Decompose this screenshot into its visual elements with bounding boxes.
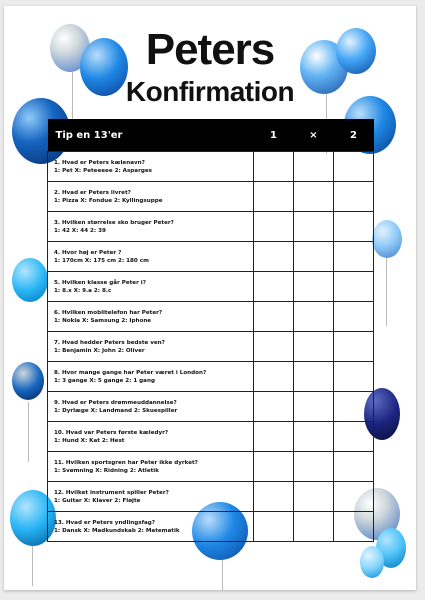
answer-box-1[interactable] <box>254 272 294 302</box>
column-header-1: 1 <box>254 119 294 152</box>
balloon-string <box>222 560 223 590</box>
answer-box-2[interactable] <box>334 512 374 542</box>
answer-box-2[interactable] <box>334 482 374 512</box>
question-cell <box>48 332 254 362</box>
question-cell <box>48 392 254 422</box>
question-text: 7. Hvad hedder Peters bedste ven? <box>54 339 165 346</box>
page-title: Peters <box>145 25 275 74</box>
table-row <box>48 212 374 242</box>
answer-box-x[interactable] <box>294 302 334 332</box>
table-row <box>48 182 374 212</box>
answer-box-1[interactable] <box>254 242 294 272</box>
answer-box-x[interactable] <box>294 272 334 302</box>
question-text: 2. Hvad er Peters livret? <box>54 189 131 196</box>
question-text: 11. Hvilken sportsgren har Peter ikke dyrket? <box>54 459 198 466</box>
answer-box-2[interactable] <box>334 182 374 212</box>
table-row <box>48 482 374 512</box>
question-cell <box>48 362 254 392</box>
page-subtitle: Konfirmation <box>125 76 295 107</box>
balloon-icon <box>12 258 48 302</box>
answer-box-x[interactable] <box>294 332 334 362</box>
table-header-row <box>48 119 374 152</box>
table-row <box>48 152 374 182</box>
answer-box-1[interactable] <box>254 512 294 542</box>
answer-box-x[interactable] <box>294 422 334 452</box>
answer-box-1[interactable] <box>254 332 294 362</box>
question-text: 3. Hvilken størrelse sko bruger Peter? <box>54 219 174 226</box>
question-text: 5. Hvilken klasse går Peter i? <box>54 279 146 286</box>
answer-options: 1: Svømning X: Ridning 2: Atletik <box>54 467 159 474</box>
question-text: 13. Hvad er Peters yndlingsfag? <box>54 519 156 526</box>
answer-box-1[interactable] <box>254 302 294 332</box>
answer-box-1[interactable] <box>254 362 294 392</box>
answer-box-x[interactable] <box>294 182 334 212</box>
question-cell <box>48 302 254 332</box>
question-cell <box>48 212 254 242</box>
answer-box-1[interactable] <box>254 482 294 512</box>
answer-options: 1: Benjamin X: John 2: Oliver <box>54 347 145 354</box>
answer-box-1[interactable] <box>254 452 294 482</box>
answer-box-2[interactable] <box>334 272 374 302</box>
column-header-2: 2 <box>334 119 374 152</box>
answer-box-2[interactable] <box>334 302 374 332</box>
question-cell <box>48 242 254 272</box>
question-cell <box>48 152 254 182</box>
column-header-question: Tip en 13'er <box>48 119 254 152</box>
question-text: 8. Hvor mange gange har Peter været i London? <box>54 369 207 376</box>
answer-box-2[interactable] <box>334 242 374 272</box>
answer-box-2[interactable] <box>334 152 374 182</box>
answer-box-2[interactable] <box>334 452 374 482</box>
balloon-icon <box>12 362 44 400</box>
question-cell <box>48 512 254 542</box>
question-cell <box>48 452 254 482</box>
quiz-table <box>47 119 374 542</box>
balloon-icon <box>372 220 402 258</box>
question-cell <box>48 482 254 512</box>
table-row <box>48 452 374 482</box>
answer-box-x[interactable] <box>294 362 334 392</box>
answer-options: 1: 8.x X: 9.a 2: 8.c <box>54 287 112 294</box>
answer-options: 1: 170cm X: 175 cm 2: 180 cm <box>54 257 149 264</box>
answer-options: 1: 42 X: 44 2: 39 <box>54 227 106 234</box>
answer-options: 1: Dyrlæge X: Landmand 2: Skuespiller <box>54 407 178 414</box>
answer-box-2[interactable] <box>334 212 374 242</box>
answer-box-x[interactable] <box>294 452 334 482</box>
question-text: 10. Hvad var Peters første kæledyr? <box>54 429 169 436</box>
answer-box-1[interactable] <box>254 152 294 182</box>
balloon-string <box>28 402 29 462</box>
answer-box-x[interactable] <box>294 512 334 542</box>
answer-options: 1: Hund X: Kat 2: Hest <box>54 437 125 444</box>
answer-box-x[interactable] <box>294 242 334 272</box>
question-text: 1. Hvad er Peters kælenavn? <box>54 159 145 166</box>
balloon-string <box>32 546 33 586</box>
balloon-icon <box>360 546 384 578</box>
answer-options: 1: 3 gange X: 5 gange 2: 1 gang <box>54 377 155 384</box>
answer-options: 1: Pizza X: Fondue 2: Kyllingsuppe <box>54 197 163 204</box>
answer-box-2[interactable] <box>334 392 374 422</box>
answer-options: 1: Guitar X: Klaver 2: Fløjte <box>54 497 141 504</box>
answer-box-1[interactable] <box>254 392 294 422</box>
answer-options: 1: Pet X: Peteeeee 2: Asparges <box>54 167 152 174</box>
answer-box-1[interactable] <box>254 212 294 242</box>
answer-box-2[interactable] <box>334 422 374 452</box>
table-row <box>48 392 374 422</box>
answer-box-x[interactable] <box>294 392 334 422</box>
answer-box-x[interactable] <box>294 482 334 512</box>
answer-box-2[interactable] <box>334 362 374 392</box>
question-cell <box>48 422 254 452</box>
question-text: 4. Hvor høj er Peter ? <box>54 249 122 256</box>
table-row <box>48 362 374 392</box>
table-row <box>48 332 374 362</box>
table-row <box>48 272 374 302</box>
question-text: 6. Hvilken mobiltelefon har Peter? <box>54 309 163 316</box>
question-cell <box>48 182 254 212</box>
answer-box-x[interactable] <box>294 212 334 242</box>
quiz-sheet <box>4 6 416 590</box>
question-cell <box>48 272 254 302</box>
answer-box-2[interactable] <box>334 332 374 362</box>
table-row <box>48 302 374 332</box>
balloon-string <box>386 256 387 326</box>
question-text: 9. Hvad er Peters drømmeuddannelse? <box>54 399 177 406</box>
answer-options: 1: Nokia X: Samsung 2: Iphone <box>54 317 152 324</box>
table-row <box>48 512 374 542</box>
table-row <box>48 242 374 272</box>
table-row <box>48 422 374 452</box>
question-text: 12. Hvilket instrument spiller Peter? <box>54 489 169 496</box>
answer-box-1[interactable] <box>254 182 294 212</box>
answer-box-1[interactable] <box>254 422 294 452</box>
answer-options: 1: Dansk X: Madkundskab 2: Matematik <box>54 527 180 534</box>
answer-box-x[interactable] <box>294 152 334 182</box>
column-header-x: × <box>294 119 334 152</box>
